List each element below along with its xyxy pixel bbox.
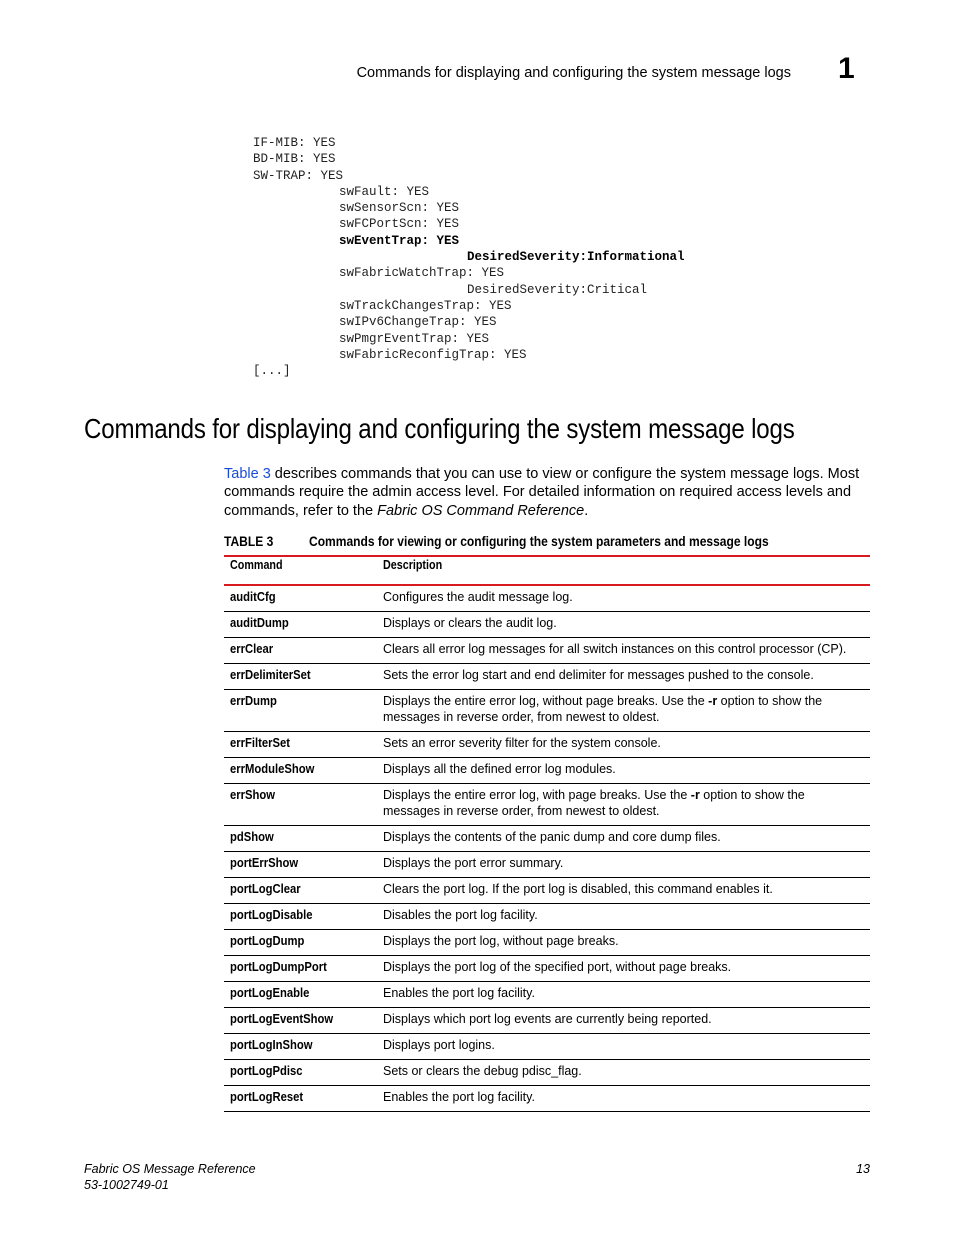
command-description xyxy=(383,693,865,725)
command-description xyxy=(383,985,865,1001)
code-line: SW-TRAP: YES xyxy=(253,168,344,183)
table-label: TABLE 3 xyxy=(224,533,274,549)
description-text: Configures the audit message log. xyxy=(383,590,573,604)
code-line: DesiredSeverity:Critical xyxy=(467,282,648,297)
code-line: swFabricReconfigTrap: YES xyxy=(339,347,527,362)
table-row xyxy=(224,1008,870,1034)
description-text: Sets an error severity filter for the system console. xyxy=(383,736,661,750)
table-row xyxy=(224,1060,870,1086)
description-text: Disables the port log facility. xyxy=(383,908,538,922)
description-text: Displays port logins. xyxy=(383,1038,495,1052)
description-text: Displays the entire error log, with page breaks. Use the xyxy=(383,788,691,802)
table-title: Commands for viewing or configuring the system parameters and message logs xyxy=(309,533,769,549)
table-row xyxy=(224,612,870,638)
description-text: Clears all error log messages for all switch instances on this control processor (CP). xyxy=(383,642,847,656)
description-text: Sets the error log start and end delimiter for messages pushed to the console. xyxy=(383,668,814,682)
code-line: swFault: YES xyxy=(339,184,430,199)
description-text-after: option to show the messages in reverse order, from newest to oldest. xyxy=(383,788,805,818)
table-row xyxy=(224,732,870,758)
description-text-after: option to show the messages in reverse order, from newest to oldest. xyxy=(383,694,823,724)
chapter-number: 1 xyxy=(838,52,855,85)
code-line: swIPv6ChangeTrap: YES xyxy=(339,315,497,330)
command-description xyxy=(383,1037,865,1053)
command-option: -r xyxy=(708,694,718,708)
commands-table xyxy=(224,586,870,1112)
code-example xyxy=(253,135,685,379)
code-line: swEventTrap: YES xyxy=(339,233,460,248)
command-description xyxy=(383,907,865,923)
intro-text-end: . xyxy=(584,502,589,519)
running-header-title: Commands for displaying and configuring the system message logs xyxy=(356,65,791,81)
code-line: IF-MIB: YES xyxy=(253,136,336,150)
column-header-command: Command xyxy=(230,558,283,572)
command-description xyxy=(383,829,865,845)
command-description xyxy=(383,615,865,631)
description-text: Displays the contents of the panic dump and core dump files. xyxy=(383,830,721,844)
command-name: portErrShow xyxy=(230,856,299,870)
command-name: errFilterSet xyxy=(230,736,291,750)
table-row xyxy=(224,638,870,664)
table-row xyxy=(224,690,870,732)
command-option: -r xyxy=(690,788,700,802)
command-name: pdShow xyxy=(230,830,274,844)
code-line: swFCPortScn: YES xyxy=(339,217,460,232)
code-line: DesiredSeverity:Informational xyxy=(467,250,685,265)
table-reference-link[interactable]: Table 3 xyxy=(224,466,271,482)
command-description xyxy=(383,959,865,975)
command-name: auditCfg xyxy=(230,590,276,604)
table-row xyxy=(224,784,870,826)
description-text: Enables the port log facility. xyxy=(383,986,535,1000)
table-row xyxy=(224,904,870,930)
footer-doc-number: 53-1002749-01 xyxy=(84,1177,169,1192)
table-row xyxy=(224,758,870,784)
code-line: [...] xyxy=(253,364,291,379)
command-name: errModuleShow xyxy=(230,762,315,776)
table-row xyxy=(224,826,870,852)
command-description xyxy=(383,933,865,949)
command-description xyxy=(383,641,865,657)
command-name: portLogDump xyxy=(230,934,305,948)
table-row xyxy=(224,930,870,956)
command-description xyxy=(383,589,865,605)
caption-rule xyxy=(224,555,870,557)
command-name: portLogPdisc xyxy=(230,1064,303,1078)
command-name: portLogEnable xyxy=(230,986,310,1000)
command-name: portLogClear xyxy=(230,882,301,896)
section-heading: Commands for displaying and configuring the system message logs xyxy=(84,413,795,444)
command-description xyxy=(383,1089,865,1105)
command-name: portLogDisable xyxy=(230,908,313,922)
table-row xyxy=(224,1086,870,1112)
code-line: swTrackChangesTrap: YES xyxy=(339,298,512,313)
description-text: Clears the port log. If the port log is disabled, this command enables it. xyxy=(383,882,773,896)
description-text: Displays or clears the audit log. xyxy=(383,616,557,630)
command-name: portLogInShow xyxy=(230,1038,313,1052)
description-text: Displays the entire error log, without page breaks. Use the xyxy=(383,694,709,708)
table-row xyxy=(224,956,870,982)
command-description xyxy=(383,667,865,683)
code-line: swFabricWatchTrap: YES xyxy=(339,266,505,281)
command-name: portLogReset xyxy=(230,1090,304,1104)
description-text: Displays the port error summary. xyxy=(383,856,564,870)
command-description xyxy=(383,1011,865,1027)
code-line: swSensorScn: YES xyxy=(339,201,460,216)
command-name: portLogDumpPort xyxy=(230,960,327,974)
table-row xyxy=(224,878,870,904)
description-text: Sets or clears the debug pdisc_flag. xyxy=(383,1064,582,1078)
intro-paragraph xyxy=(224,465,874,520)
command-description xyxy=(383,855,865,871)
table-caption xyxy=(224,533,870,555)
code-line: BD-MIB: YES xyxy=(253,152,336,167)
command-name: errDelimiterSet xyxy=(230,668,311,682)
command-name: errDump xyxy=(230,694,277,708)
code-line: swPmgrEventTrap: YES xyxy=(339,331,490,346)
footer-doc-title: Fabric OS Message Reference xyxy=(84,1162,256,1176)
command-name: portLogEventShow xyxy=(230,1012,334,1026)
command-description xyxy=(383,787,865,819)
command-name: auditDump xyxy=(230,616,289,630)
command-description xyxy=(383,735,865,751)
command-name: errClear xyxy=(230,642,274,656)
table-row xyxy=(224,982,870,1008)
description-text: Displays the port log, without page breaks. xyxy=(383,934,619,948)
description-text: Displays the port log of the specified port, without page breaks. xyxy=(383,960,732,974)
footer-page-number: 13 xyxy=(856,1162,870,1176)
description-text: Enables the port log facility. xyxy=(383,1090,535,1104)
description-text: Displays all the defined error log modules. xyxy=(383,762,616,776)
description-text: Displays which port log events are currently being reported. xyxy=(383,1012,712,1026)
command-description xyxy=(383,761,865,777)
reference-title: Fabric OS Command Reference xyxy=(377,502,585,519)
table-row xyxy=(224,664,870,690)
table-row xyxy=(224,852,870,878)
command-description xyxy=(383,1063,865,1079)
column-header-description: Description xyxy=(383,558,443,572)
command-description xyxy=(383,881,865,897)
intro-text: describes commands that you can use to view or configure the system message logs. Most commands require the admin access level. For detailed information on required access levels and commands, refer to the xyxy=(224,466,860,519)
command-name: errShow xyxy=(230,788,276,802)
table-row xyxy=(224,1034,870,1060)
table-row xyxy=(224,586,870,612)
footer-document-info xyxy=(84,1162,256,1193)
